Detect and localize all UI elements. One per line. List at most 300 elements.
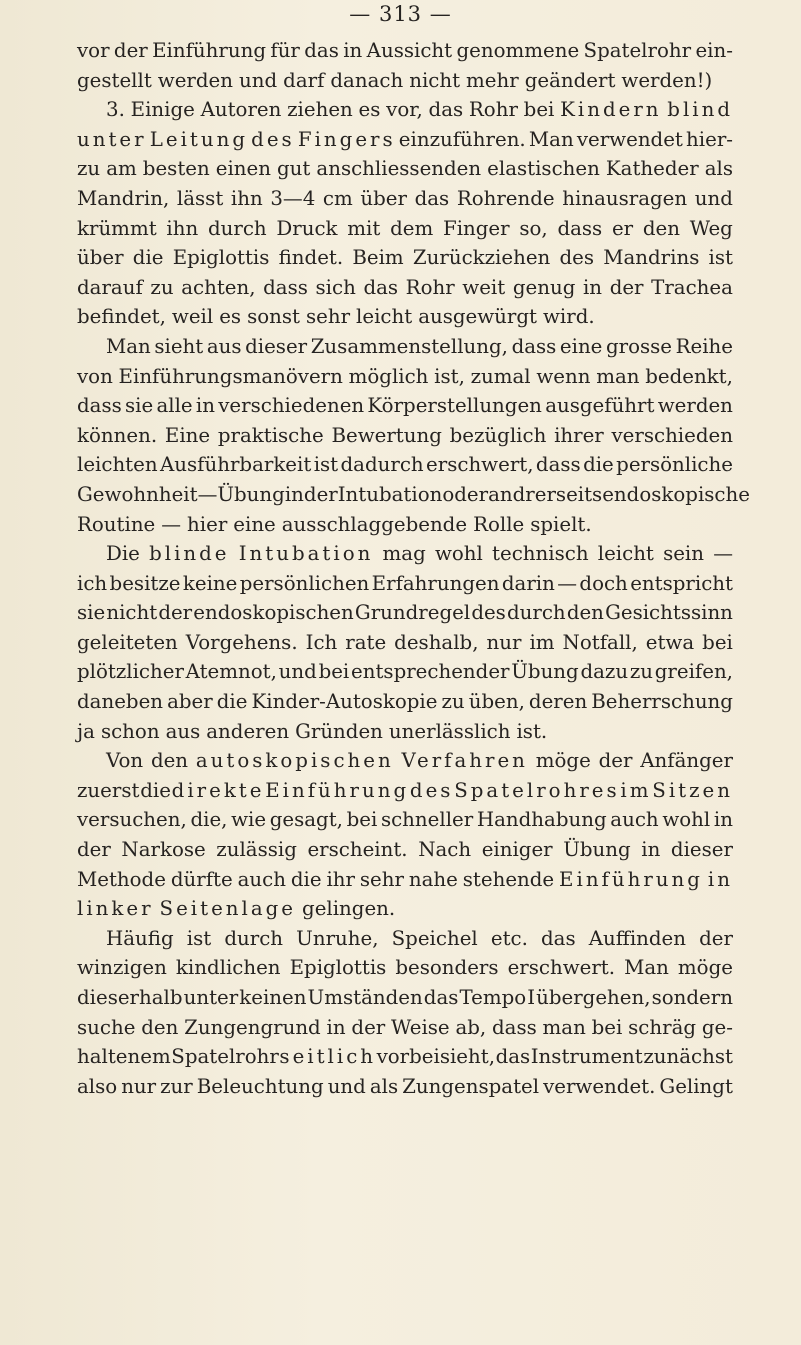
word: verschieden [611,423,733,447]
word: Mandrin, [77,186,170,210]
word: Gelingt [659,1074,733,1098]
word: des [559,246,595,270]
word: im [529,630,555,654]
word: Finger [442,216,510,240]
word: Autoren [200,98,282,122]
word: Instrument [530,1045,643,1069]
word: in [713,808,733,832]
word: keinen [239,986,307,1009]
word: alle [156,394,193,418]
word: so, [519,216,548,240]
word: Weise [391,1015,450,1039]
word: den [150,749,189,773]
word: 3—4 [270,186,316,210]
word: Notfall, [562,630,638,654]
word: deshalb, [394,630,479,654]
word: auch [237,867,286,891]
word: und [239,68,278,92]
word: über [77,246,124,270]
word: die [140,778,171,802]
word: wird. [542,305,595,329]
word: schräg [628,1015,697,1039]
word: gut [277,157,311,181]
word: dieser [670,838,733,862]
text-line [77,362,733,392]
word: Umständen [307,986,423,1009]
word: erscheint. [307,838,408,862]
text-line [77,214,733,244]
word: Spatelrohres [454,778,620,802]
text-line [77,332,733,362]
word: werden!) [621,68,713,92]
word: Rohr [405,275,455,299]
text-line [77,125,733,155]
word: endoskopische [602,482,750,506]
word: seitlich [279,1045,377,1069]
word: erschwert, [426,453,534,477]
text-line [77,805,733,835]
word: Einführung [152,39,267,62]
word: verschiedenen [218,394,365,418]
word: Rolle [473,512,525,536]
word: ausgewürgt [418,305,537,329]
text-line [77,865,733,895]
word: ihn [166,216,199,240]
word: wohl [662,808,711,832]
word: Ausführbarkeit [159,453,312,477]
word: möge [535,749,591,773]
word: — [713,542,733,566]
word: grosse [605,334,673,358]
word: sehr [359,867,404,891]
word: Gründen [295,719,383,743]
word: besten [142,157,210,181]
word: als [369,1074,399,1098]
word: den [642,216,680,240]
text-line [77,569,733,599]
text-line [77,36,733,66]
word: ziehen [287,98,353,122]
text-line [77,687,733,717]
text-line [77,302,733,332]
word: eine [233,512,276,536]
word: weit [462,275,506,299]
word: Gewohnheit [77,482,198,506]
word: ausschlaggebende [281,512,468,536]
word: Einführung [559,867,703,891]
word: greifen, [654,660,733,684]
word: dem [390,216,434,240]
word: man [596,364,640,388]
word: er [611,216,634,240]
word: gesagt, [269,808,343,832]
word: mehr [466,68,519,92]
word: Zurückziehen [412,246,551,270]
text-line [77,184,733,214]
word: findet. [278,246,344,270]
word: der [609,275,644,299]
word: Katheder [605,157,699,181]
word: Unruhe, [296,926,379,950]
word: der [303,482,338,506]
word: auch [610,808,659,832]
page-number: — 313 — [349,2,452,26]
word: als [704,157,733,181]
text-line [77,598,733,628]
word: einzuführen. [398,127,526,151]
word: erschwert. [507,956,616,980]
text-line [77,480,750,510]
word: hier- [686,127,733,151]
word: Druck [276,216,338,240]
word: es [219,305,242,329]
word: zumal [470,364,531,388]
word: blind [667,98,733,122]
word: ihr [326,867,355,891]
word: des [409,778,454,802]
word: haltenem [77,1045,171,1069]
word: zur [160,1074,193,1098]
word: Einige [130,98,195,122]
word: dieserhalb [77,986,183,1009]
word: Intubation [238,542,374,566]
word: Kinder-Autoskopie [251,690,438,714]
word: bei [346,808,378,832]
word: Anfänger [640,749,733,773]
word: linker [77,897,154,921]
word: zu [441,690,465,714]
word: dass [263,275,308,299]
word: zu [629,660,654,684]
word: Seitenlage [159,897,297,921]
word: sonst [247,305,300,329]
word: oder [442,482,489,506]
word: vor, [386,98,423,122]
word: Methode [77,867,166,891]
text-line [77,243,733,273]
word: direkte [171,778,265,802]
word: Man [624,956,669,980]
word: ge- [701,1015,733,1039]
word: Reihe [675,334,733,358]
word: ist [313,453,339,477]
word: der [351,1015,386,1039]
word: Zungenspatel [402,1074,540,1098]
text-line [77,657,733,687]
word: also [77,1074,118,1098]
word: Aussicht [366,39,453,62]
word: Erfahrungen [371,571,500,595]
word: gestellt [77,68,152,92]
text-line [77,95,733,125]
word: weil [171,305,214,329]
word: man [542,1015,586,1039]
word: Kindern [560,98,662,122]
word: dürfte [170,867,233,891]
text-line [77,717,733,747]
word: elastischen [487,157,600,181]
word: durch [506,601,566,625]
word: in [343,39,363,62]
word: Rohr [468,98,518,122]
word: nur [486,630,522,654]
word: dazu [580,660,629,684]
word: und [278,660,317,684]
word: cm [322,186,353,210]
text-line [77,66,733,96]
word: endoskopischen [193,601,354,625]
word: rate [345,630,387,654]
text-line [77,953,733,983]
word: spielt. [530,512,592,536]
word: geändert [524,68,616,92]
word: Routine [77,512,156,536]
text-line [77,746,733,776]
word: des [251,127,295,151]
word: dass [535,453,581,477]
word: leicht [597,542,654,566]
word: I [527,986,536,1009]
word: in [707,867,733,891]
word: dass [77,394,122,418]
word: plötzlicher [77,660,184,684]
text-line [77,450,733,480]
word: den [566,601,604,625]
word: und [694,186,733,210]
word: der [113,39,148,62]
text-line [77,421,733,451]
word: Von [106,749,144,773]
word: geleiteten [77,630,178,654]
word: zu [77,157,101,181]
word: — [197,482,218,506]
word: dieser [245,334,308,358]
word: bei [702,630,733,654]
word: ja [77,719,95,743]
text-line [77,924,733,954]
word: etwa [645,630,695,654]
word: ein- [695,39,733,62]
word: Sitzen [652,778,733,802]
text-line [77,894,733,924]
word: daneben [77,690,164,714]
word: Vorgehens. [185,630,298,654]
word: Intubation [337,482,443,506]
word: das [414,186,450,210]
text-line [77,1042,733,1072]
word: Eine [164,423,211,447]
word: sehr [305,305,351,329]
word: zu [150,275,174,299]
word: über [360,186,407,210]
word: sie [77,601,106,625]
word: das [495,1045,531,1069]
word: sie [125,394,154,418]
word: andrerseits [488,482,603,506]
word: aus [165,719,201,743]
word: kindlichen [175,956,281,980]
word: winzigen [77,956,167,980]
word: besitze [109,571,181,595]
word: Narkose [121,838,206,862]
word: Handhabung [476,808,607,832]
word: etc. [490,926,528,950]
word: hinausragen [562,186,688,210]
word: sieht [154,334,204,358]
word: der [158,601,193,625]
word: unerlässlich [388,719,511,743]
word: übergehen, [536,986,651,1009]
word: üben, [468,690,525,714]
word: die [132,246,164,270]
word: Ich [305,630,338,654]
word: wohl [434,542,483,566]
word: zulässig [216,838,297,862]
word: leichten [77,453,158,477]
word: danach [330,68,404,92]
word: ich [77,571,108,595]
word: sein [663,542,705,566]
word: darin [501,571,555,595]
word: Grundregel [354,601,471,625]
word: durch [207,216,267,240]
word: Übung [563,838,631,862]
word: Körperstellungen [367,394,542,418]
body-text [77,36,750,1101]
word: ist [186,926,212,950]
text-line [77,1072,733,1102]
word: in [326,1015,346,1039]
word: das [423,986,459,1009]
word: nur [121,1074,157,1098]
word: in [641,838,661,862]
word: — [161,512,182,536]
word: für [270,39,300,62]
word: bei [523,98,555,122]
word: stehende [462,867,555,891]
word: bedenkt, [645,364,733,388]
word: ihn [230,186,263,210]
word: persönliche [616,453,733,477]
word: bei [318,660,350,684]
text-line [77,510,733,540]
word: Gesichtssinn [605,601,733,625]
word: ab, [455,1015,487,1039]
word: nahe [408,867,458,891]
word: ist. [516,719,548,743]
word: des [471,601,506,625]
word: Übung [511,660,579,684]
word: Spatelrohr [583,39,692,62]
word: können. [77,423,158,447]
word: unter [77,127,147,151]
word: in [582,275,603,299]
text-line [77,835,733,865]
word: zuerst [77,778,140,802]
word: anschliessenden [316,157,482,181]
word: einen [215,157,271,181]
word: Beherrschung [591,690,733,714]
word: möge [677,956,733,980]
word: Epiglottis [289,956,387,980]
word: nicht [409,68,461,92]
word: das [541,926,576,950]
text-line [77,539,733,569]
word: Die [106,542,140,566]
word: genug [512,275,576,299]
word: die [216,690,248,714]
word: ist, [434,364,465,388]
word: versuchen, [77,808,187,832]
word: zunächst [643,1045,733,1069]
word: 3. [106,98,125,122]
word: die [583,453,614,477]
word: Verfahren [401,749,528,773]
text-line [77,154,733,184]
word: dass [491,1015,537,1039]
word: achten, [181,275,256,299]
word: am [106,157,137,181]
word: dass [511,334,557,358]
word: krümmt [77,216,157,240]
word: gelingen. [302,897,396,921]
word: aber [167,690,213,714]
word: sich [315,275,356,299]
word: Zusammenstellung, [310,334,508,358]
word: Speichel [391,926,478,950]
word: durch [224,926,284,950]
word: verwendet [576,127,683,151]
word: werden [657,394,733,418]
word: Weg [689,216,733,240]
word: eine [559,334,603,358]
word: die [290,867,322,891]
word: Fingers [297,127,396,151]
word: es [358,98,381,122]
text-line [77,391,733,421]
word: mit [347,216,381,240]
word: dass [557,216,603,240]
text-line [77,273,733,303]
word: Bewertung [331,423,442,447]
word: Atemnot, [185,660,277,684]
word: Häufig [106,926,174,950]
word: die, [190,808,228,832]
word: der [598,749,633,773]
word: Tempo [459,986,527,1009]
word: schon [100,719,160,743]
word: Spatelrohr [171,1045,279,1069]
word: praktische [217,423,324,447]
word: Mandrins [603,246,700,270]
word: nicht [106,601,158,625]
word: unter [183,986,239,1009]
word: — [557,571,578,595]
word: Einführungsmanövern [118,364,343,388]
word: Leitung [149,127,249,151]
word: in [195,394,215,418]
word: in [284,482,304,506]
word: Beim [352,246,404,270]
word: den [141,1015,179,1039]
word: sondern [651,986,733,1009]
word: suche [77,1015,136,1039]
word: einiger [481,838,553,862]
word: von [77,364,113,388]
word: hier [187,512,228,536]
word: besonders [395,956,499,980]
text-line [77,628,733,658]
